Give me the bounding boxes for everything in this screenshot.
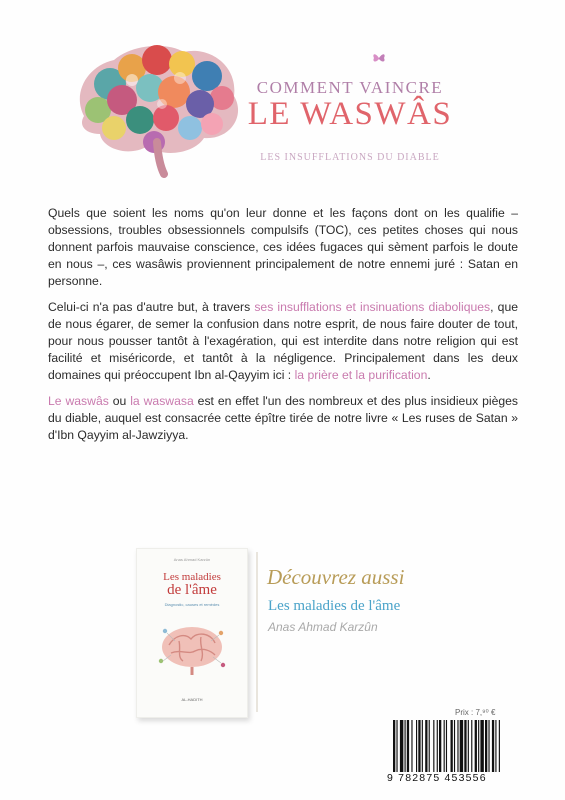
barcode-bar [488,720,489,772]
discover-heading: Découvrez aussi [267,565,405,589]
barcode-bar [471,720,472,772]
text-run: ou [108,394,131,408]
paragraph-3 [48,393,518,444]
book-subtitle: LES INSUFFLATIONS DU DIABLE [260,152,440,163]
barcode-bar [464,720,466,772]
barcode-bar [437,720,438,772]
barcode-bar [439,720,441,772]
mini-book-title-line2: de l'âme [167,582,217,598]
barcode-bar [475,720,477,772]
highlight-text: Le waswâs [48,394,109,408]
barcode-bar [433,720,434,772]
barcode-bar [411,720,412,772]
mini-book-publisher: AL-HADITH [181,697,203,702]
barcode-bar [492,720,494,772]
related-book-author: Anas Ahmad Karzûn [268,620,378,634]
barcode-bar [422,720,423,772]
barcode-bar [446,720,447,772]
text-run: Celui-ci n'a pas d'autre but, à travers [48,300,255,314]
highlight-text: la prière et la purification [294,368,428,382]
text-run: . [427,368,431,382]
related-book-title: Les maladies de l'âme [268,598,401,614]
barcode-bar [393,720,395,772]
barcode-bar [451,720,453,772]
highlight-text: la waswasa [130,394,194,408]
barcode-bar [407,720,409,772]
divider [256,552,258,712]
blurb-text [48,205,518,453]
paragraph-2 [48,299,518,384]
barcode-bar [454,720,455,772]
related-book-cover [136,548,248,718]
paragraph-1: Quels que soient les noms qu'on leur donne et les façons dont on les qualifie – obsessions, troubles obsessionnels compulsifs (TOC), ces petites choses qui nous donnent parfois mauvaise conscience, ces idées fugaces qui sèment parfois le doute en nous –, ces wasâwis proviennent principalement de notre ennemi juré : Satan en personne. [48,206,518,288]
butterfly-icon [371,50,387,66]
barcode-bar [429,720,430,772]
price-label: Prix : 7,⁹⁰ € [455,708,496,717]
barcode-bar [485,720,487,772]
barcode-bar [495,720,496,772]
barcode-bar [425,720,427,772]
barcode-bar [478,720,479,772]
mini-book-subtitle: Diagnostic, causes et remèdes [164,602,220,607]
barcode-bar [460,720,463,772]
mini-book-title-line1: Les maladies [163,571,221,583]
mini-brain-illustration [155,621,229,676]
book-title-line1: COMMENT VAINCRE [256,78,444,97]
highlight-text: ses insufflations et insinuations diaboliques [254,300,491,314]
barcode-bar [396,720,397,772]
barcode-bar [457,720,458,772]
text-run: , que de nous égarer, de semer la confusion dans notre esprit, de nous faire douter de tout, pour nous pousser tantôt à l'exagération, qui est interdite dans notre religion qui est facilité et miséricorde, et tantôt à la négligence. Principalement dans les deux domaines qui préoccupent Ibn al-Qayyim ici : [48,300,519,382]
barcode-bar [405,720,406,772]
isbn-number: 9 782875 453556 [387,772,487,784]
barcode-bar [444,720,445,772]
barcode-bar [416,720,417,772]
mini-book-author: Anas Ahmad Karzûn [173,557,211,562]
book-title-line2: LE WASWÂS [247,96,453,132]
barcode [393,720,545,772]
barcode-bar [418,720,420,772]
barcode-bar [468,720,469,772]
barcode-bar [480,720,483,772]
barcode-bar [400,720,403,772]
barcode-bar [499,720,500,772]
text-run: est en effet l'un des nombreux et des plus insidieux pièges du diable, auquel est consacrée cette épître tirée de notre livre « Les ruses de Satan » d'Ibn Qayyim al-Jawziyya. [48,394,519,442]
